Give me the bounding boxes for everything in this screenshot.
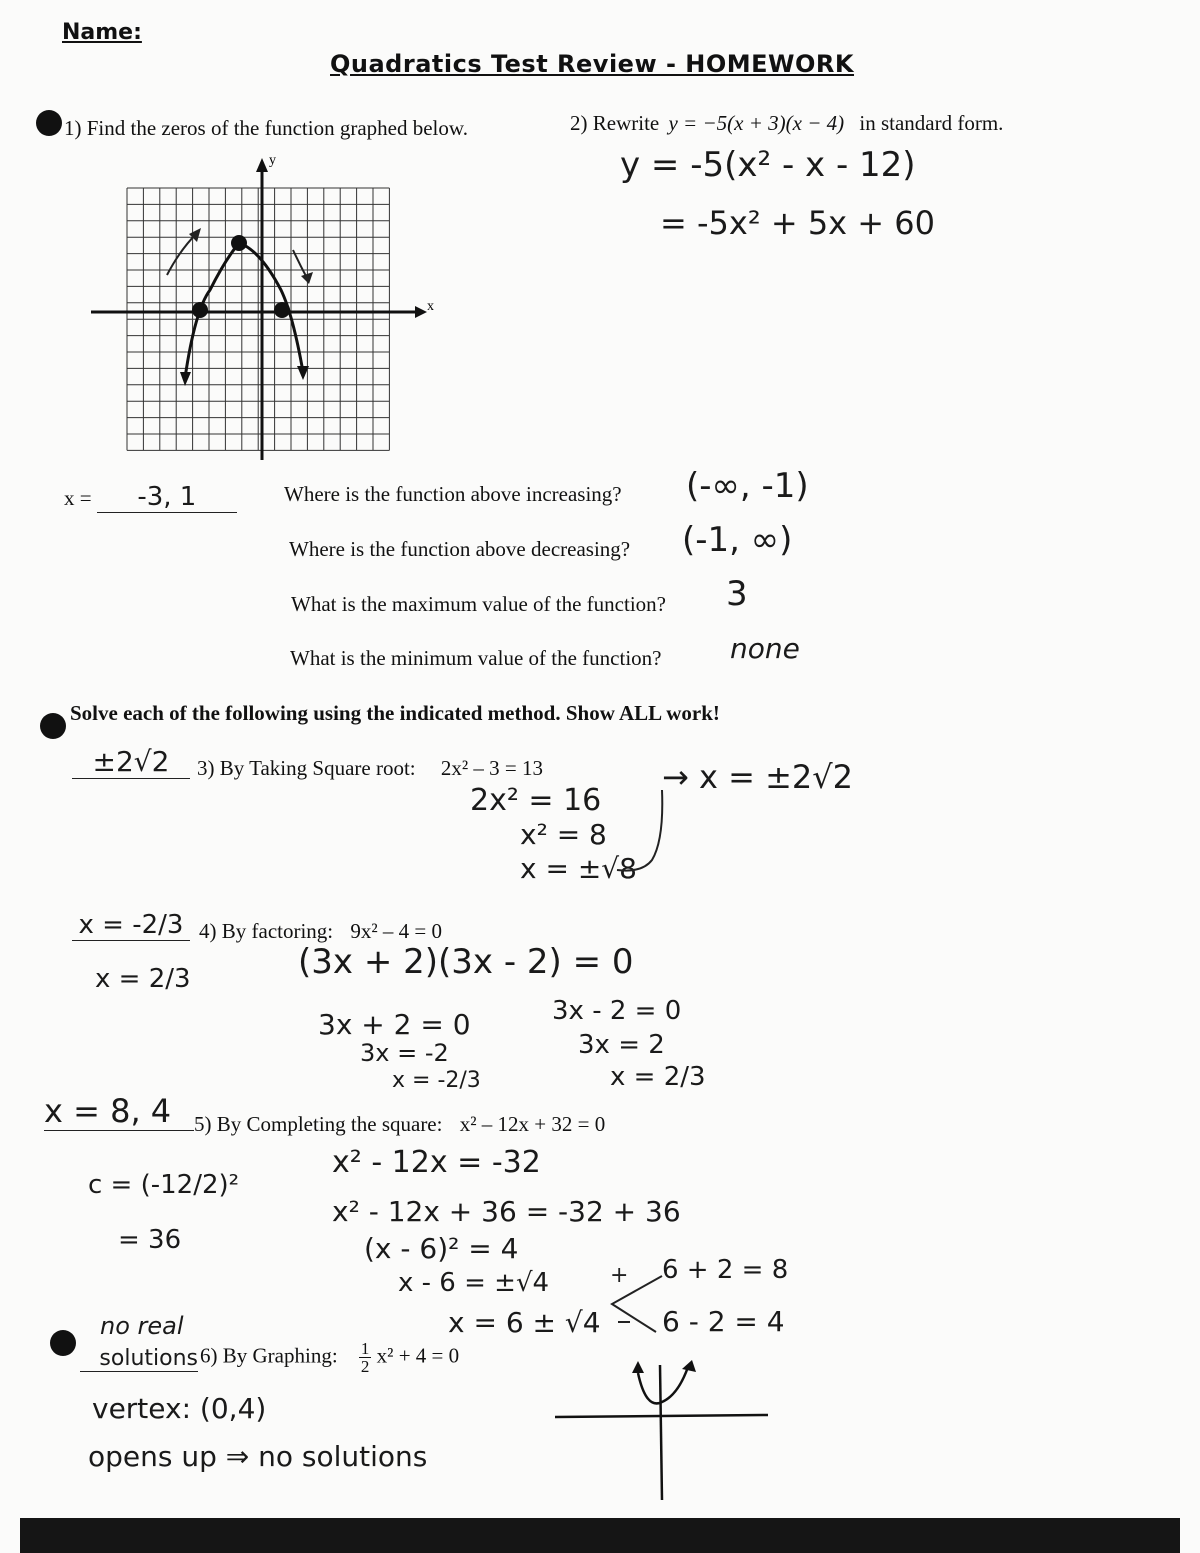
q5-prompt <box>194 1112 605 1137</box>
vertex-point <box>231 235 247 251</box>
q1-graph <box>85 150 445 465</box>
q1-increasing-answer: (-∞, -1) <box>686 466 809 506</box>
q1-answer: -3, 1 <box>97 482 237 513</box>
q2-prompt-post: in standard form. <box>859 111 1004 135</box>
q4-right-2: 3x = 2 <box>578 1030 665 1060</box>
q6-answer-row <box>80 1346 198 1372</box>
q3-result: → x = ±2√2 <box>662 758 853 796</box>
zero-point-left <box>192 302 208 318</box>
bullet-marker <box>50 1330 76 1356</box>
q2-prompt-pre: 2) Rewrite <box>570 111 660 135</box>
q4-left-1: 3x + 2 = 0 <box>318 1008 471 1041</box>
q3-work-line-2: x² = 8 <box>520 818 607 851</box>
q1-decreasing-question: Where is the function above decreasing? <box>289 537 631 561</box>
q3-prompt <box>197 756 543 781</box>
q1-max-answer: 3 <box>726 574 748 614</box>
q1-prompt: 1) Find the zeros of the function graphed below. <box>64 116 468 140</box>
q6-sketch-graph <box>550 1355 780 1505</box>
q5-prompt-text: 5) By Completing the square: <box>194 1112 443 1136</box>
q5-branch-minus: 6 - 2 = 4 <box>662 1305 785 1338</box>
q6-frac-num: 1 <box>360 1339 370 1358</box>
q4-answer-row <box>72 910 190 941</box>
svg-text:+: + <box>610 1263 629 1288</box>
q3-work-line-1: 2x² = 16 <box>470 783 602 818</box>
q1-increasing-question: Where is the function above increasing? <box>284 482 622 506</box>
q6-answer-2: solutions <box>80 1346 198 1372</box>
q6-frac-den: 2 <box>360 1357 370 1376</box>
q1-decreasing-answer: (-1, ∞) <box>682 520 793 560</box>
q5-work-line-1: x² - 12x = -32 <box>332 1145 541 1180</box>
q5-branch-plus: 6 + 2 = 8 <box>662 1255 789 1285</box>
q6-fraction <box>359 1340 372 1375</box>
q6-vertex: vertex: (0,4) <box>92 1392 267 1425</box>
q5-work-line-2: x² - 12x + 36 = -32 + 36 <box>332 1195 681 1228</box>
q1-answer-row <box>64 482 237 513</box>
q6-answer-1: no real <box>100 1312 184 1340</box>
q4-answer-2: x = 2/3 <box>95 964 191 994</box>
bullet-marker <box>36 110 62 136</box>
q4-answer-1: x = -2/3 <box>72 910 190 941</box>
zero-point-right <box>274 302 290 318</box>
section-instructions: Solve each of the following using the indicated method. Show ALL work! <box>70 701 720 725</box>
q2-work-line-2: = -5x² + 5x + 60 <box>660 204 935 242</box>
q5-c-line-2: = 36 <box>118 1225 182 1255</box>
x-axis-arrow <box>415 306 427 318</box>
x-axis-label: x <box>427 299 434 314</box>
q4-equation: 9x² – 4 = 0 <box>350 919 443 943</box>
q2-work-line-1: y = -5(x² - x - 12) <box>620 145 916 185</box>
q2-equation: y = −5(x + 3)(x − 4) <box>668 111 845 135</box>
graph-grid <box>127 188 389 450</box>
q3-equation: 2x² – 3 = 13 <box>440 756 544 780</box>
q6-arrow-left <box>632 1361 644 1373</box>
q3-work-line-3: x = ±√8 <box>520 852 637 885</box>
q6-prompt-text: 6) By Graphing: <box>200 1343 338 1368</box>
q5-equation: x² – 12x + 32 = 0 <box>459 1112 606 1136</box>
q4-prompt-text: 4) By factoring: <box>199 919 334 943</box>
q5-answer-row <box>44 1092 194 1131</box>
q5-work-line-3: (x - 6)² = 4 <box>364 1232 519 1265</box>
q4-right-3: x = 2/3 <box>610 1062 706 1092</box>
q3-answer: ±2√2 <box>72 745 190 779</box>
q6-arrow-right <box>682 1360 696 1372</box>
q4-left-2: 3x = -2 <box>360 1039 449 1067</box>
q5-work-line-4: x - 6 = ±√4 <box>398 1268 550 1298</box>
q5-answer: x = 8, 4 <box>44 1092 194 1131</box>
curve-arrow-left <box>180 372 191 386</box>
q6-equation-rest: x² + 4 = 0 <box>376 1343 460 1368</box>
q1-answer-label: x = <box>64 486 92 510</box>
q5-work-line-5: x = 6 ± √4 <box>448 1306 601 1339</box>
q1-min-answer: none <box>730 632 800 665</box>
q2-prompt <box>570 111 1003 136</box>
q6-parabola <box>638 1367 688 1403</box>
y-axis-arrow <box>256 158 268 172</box>
q4-work-line-1: (3x + 2)(3x - 2) = 0 <box>298 942 634 982</box>
q3-answer-row <box>72 745 190 779</box>
q6-prompt <box>200 1340 459 1375</box>
decreasing-arrow <box>293 250 307 278</box>
q4-right-1: 3x - 2 = 0 <box>552 996 682 1026</box>
y-axis-label: y <box>269 153 276 168</box>
q6-opens: opens up ⇒ no solutions <box>88 1440 428 1473</box>
q4-prompt <box>199 919 442 944</box>
q3-bracket <box>612 785 672 880</box>
q3-prompt-text: 3) By Taking Square root: <box>197 756 416 780</box>
page-title: Quadratics Test Review - HOMEWORK <box>330 50 855 78</box>
q6-y-axis <box>660 1365 662 1500</box>
q5-branch-lines <box>600 1262 670 1342</box>
bullet-marker <box>40 713 66 739</box>
scan-edge-bar <box>20 1518 1180 1553</box>
q5-c-line-1: c = (-12/2)² <box>88 1170 240 1200</box>
q1-max-question: What is the maximum value of the function? <box>291 592 666 616</box>
q4-left-3: x = -2/3 <box>392 1068 481 1093</box>
q1-min-question: What is the minimum value of the function? <box>290 646 662 670</box>
name-label: Name: <box>62 20 142 45</box>
